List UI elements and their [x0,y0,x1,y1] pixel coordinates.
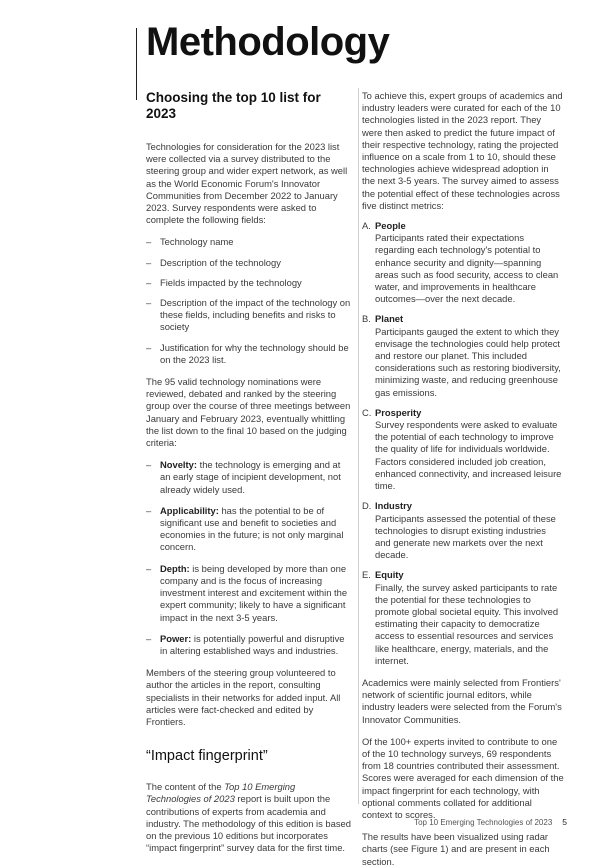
metric-title: Planet [375,313,404,325]
metric-item-planet [362,313,564,398]
fp-text-start: The content of the [146,781,225,793]
page-footer [414,817,567,827]
experts-paragraph: Of the 100+ experts invited to contribute to one of the 10 technology surveys, 69 respondents from 18 countries contributed their assessment. Scores were averaged for each dimension of the impact fingerprint for each technology, with optional comments collated for additional context to scores. [362,735,564,820]
metric-text: Participants gauged the extent to which they envisage the technologies could help protect and restore our planet. This included considerations such as restoring biodiversity, minimizing waste, and reducing greenhouse gas emissions. [375,325,561,398]
criterion-term: Power: [160,632,192,644]
title-accent-rule [136,28,137,100]
criterion-term: Depth: [160,562,190,574]
results-paragraph: The results have been visualized using radar charts (see Figure 1) and are present in each section. [362,831,550,867]
page-title: Methodology [146,20,390,64]
survey-field-item: – Justification for why the technology should be on the 2023 list. [146,341,349,365]
impact-fingerprint-paragraph [146,781,352,854]
survey-field-item: – Description of the impact of the technology on these fields, including benefits and risks to society [146,297,351,333]
metric-title: Industry [375,500,412,512]
criterion-term: Applicability: [160,504,219,516]
footer-title: Top 10 Emerging Technologies of 2023 [414,818,553,827]
academics-paragraph: Academics were mainly selected from Frontiers' network of scientific journal editors, while industry leaders were selected from the Forum's Innovator Communities. [362,676,562,725]
review-paragraph: The 95 valid technology nominations were reviewed, debated and ranked by the steering group over the course of three meetings between January and February 2023, eventually whittling the list down to the final 10 based on the judging criteria: [146,376,351,449]
column-divider [358,88,359,804]
metric-title: People [375,220,406,232]
survey-intro-paragraph: To achieve this, expert groups of academics and industry leaders were curated for each of the 10 technologies listed in the 2023 report. They were then asked to predict the future impact of their respective technology, rating the projected influence on a scale from 1 to 10, should these technologies achieve widespread adoption in the next 3-5 years. The survey aimed to assess the potential effect of these technologies across five distinct metrics: [362,90,563,211]
metric-title: Equity [375,569,404,581]
fp-text-end: report is built upon the contributions of experts from academia and industry. The methodology of this edition is based on the previous 10 editions but incorporates “impact fingerprint” survey data for the first time. [146,793,351,854]
left-column [146,90,352,854]
survey-field-item: – Fields impacted by the technology [146,276,302,288]
metric-item-equity [362,569,564,667]
judging-criteria-list [146,459,352,657]
right-column [362,90,564,868]
metric-letter: D. [362,500,372,512]
survey-fields-list [146,236,352,366]
metric-title: Prosperity [375,406,422,418]
criterion-item: – Applicability: has the potential to be of significant use and benefit to societies and economies in the future; is not only marginal concern. [146,504,344,553]
metrics-list [362,220,564,667]
criterion-text: is potentially powerful and disruptive in altering established ways and industries. [160,632,345,656]
metric-text: Finally, the survey asked participants to rate the potential for these technologies to promote global societal equity. This involved estimating their capacity to democratize access to essential resources and services like healthcare, energy, materials, and the internet. [375,581,559,666]
metric-item-industry [362,500,564,561]
criterion-term: Novelty: [160,459,197,471]
metric-text: Survey respondents were asked to evaluate the potential of each technology to improve the quality of life for individuals worldwide. Factors considered included job creation, enhanced connectivity, and increased leisure time. [375,419,562,492]
criterion-text: the technology is emerging and at an early stage of incipient development, not already widely used. [160,459,341,495]
metric-text: Participants rated their expectations regarding each technology's potential to enhance security and dignity—spanning areas such as food security, access to clean water, and improvements in healthcare outcomes—over the next decade. [375,232,559,305]
metric-letter: C. [362,406,372,418]
criterion-text: has the potential to be of significant use and benefit to societies and economies in the future; is not only marginal concern. [160,504,344,553]
metric-letter: E. [362,569,371,581]
metric-letter: B. [362,313,371,325]
page-number: 5 [562,817,567,827]
survey-field-item: – Description of the technology [146,256,281,268]
section-heading-choosing: Choosing the top 10 list for 2023 [146,90,321,121]
metric-item-prosperity [362,407,564,492]
metric-item-people [362,220,564,305]
criterion-item: – Depth: is being developed by more than one company and is the focus of increasing investment interest and excitement within the expert community; likely to have a significant impact in the next 3-5 years. [146,562,348,623]
metric-letter: A. [362,220,371,232]
criterion-item: – Power: is potentially powerful and disruptive in altering established ways and industries. [146,632,345,656]
criterion-item: – Novelty: the technology is emerging and at an early stage of incipient development, not already widely used. [146,459,341,495]
report-title-italic: Top 10 Emerging Technologies of 2023 [146,781,296,805]
survey-field-item: – Technology name [146,236,234,248]
criterion-text: is being developed by more than one company and is the focus of increasing investment interest and excitement within the expert community; likely to have a significant impact in the next 3-5 years. [160,562,348,623]
section-heading-impact-fingerprint: “Impact fingerprint” [146,748,268,765]
metric-text: Participants assessed the potential of these technologies to disrupt existing industries and generate new markets over the next decade. [375,512,556,561]
steering-group-paragraph: Members of the steering group volunteered to author the articles in the report, consulting specialists in their networks for added input. All articles were fact-checked and edited by Frontiers. [146,667,341,727]
intro-paragraph: Technologies for consideration for the 2023 list were collected via a survey distributed to the steering group and wider expert network, as well as the World Economic Forum's Innovator Communities from December 2022 to January 2023. Survey respondents were asked to complete the following fields: [146,141,348,226]
